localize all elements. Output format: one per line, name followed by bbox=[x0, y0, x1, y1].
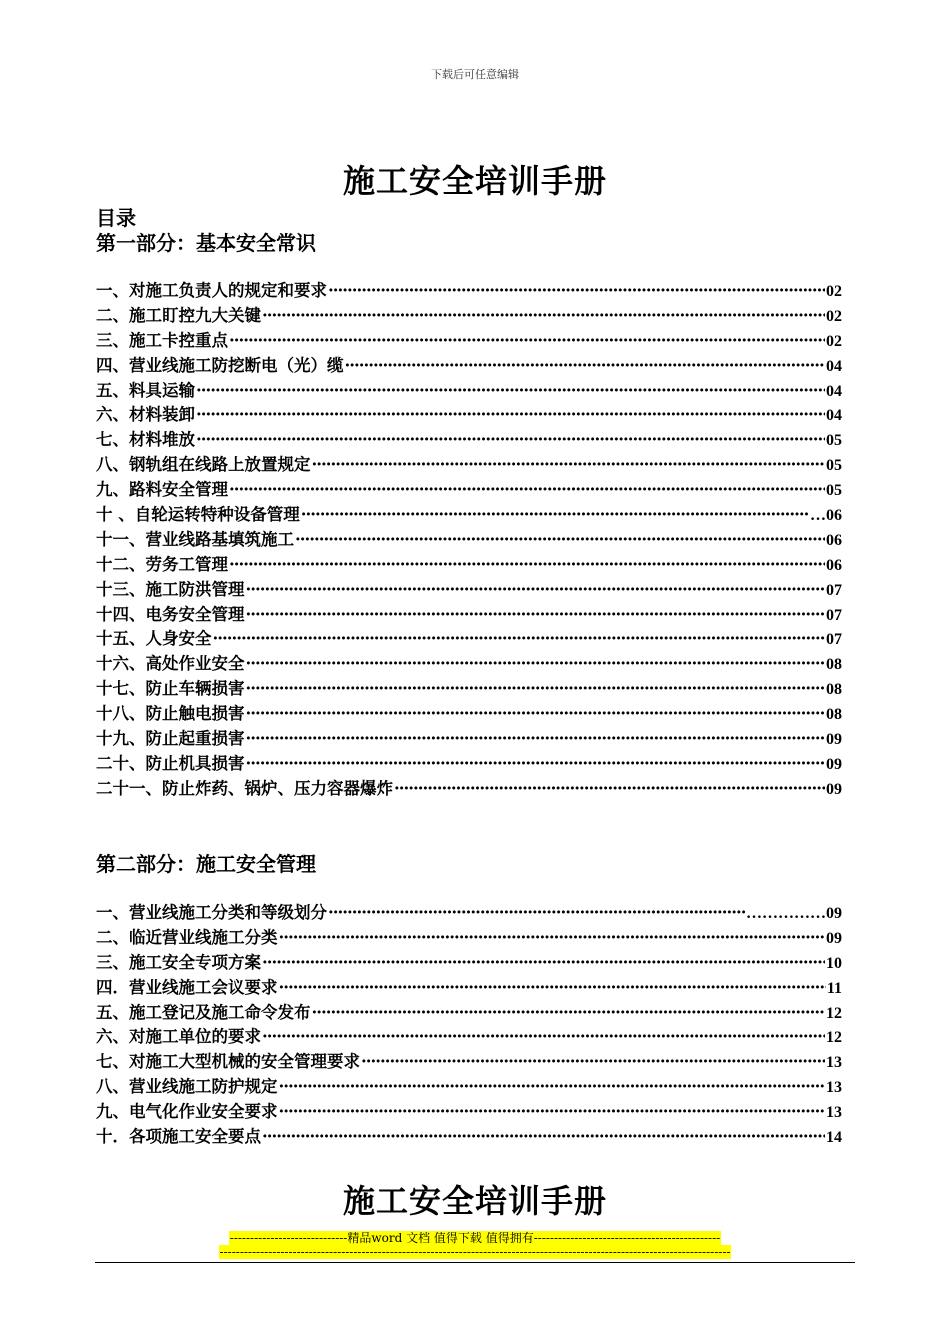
toc-leader-dots bbox=[229, 480, 825, 499]
part2-toc-list bbox=[96, 899, 842, 1148]
toc-leader-dots bbox=[279, 1077, 826, 1096]
toc-entry[interactable] bbox=[96, 1023, 842, 1048]
toc-leader-dots bbox=[295, 530, 825, 549]
toc-entry-title: 八、钢轨组在线路上放置规定 bbox=[96, 455, 311, 475]
toc-leader-dots bbox=[312, 455, 826, 474]
toc-leader-dots bbox=[196, 405, 825, 424]
toc-leader-dots bbox=[279, 978, 826, 997]
toc-entry-page-number: 07 bbox=[826, 606, 842, 624]
toc-entry-page-number: 04 bbox=[826, 407, 842, 425]
toc-entry-title: 六、对施工单位的要求 bbox=[96, 1027, 261, 1047]
toc-entry[interactable] bbox=[96, 601, 842, 626]
toc-leader-dots bbox=[246, 704, 826, 723]
toc-entry-title: 四、营业线施工防挖断电（光）缆 bbox=[96, 355, 344, 375]
toc-entry-page-number: 14 bbox=[826, 1129, 842, 1147]
toc-entry-page-number: 12 bbox=[826, 1004, 842, 1022]
toc-entry-title: 二十一、防止炸药、锅炉、压力容器爆炸 bbox=[96, 778, 393, 798]
toc-leader-dots bbox=[328, 903, 745, 922]
toc-entry-title: 二十、防止机具损害 bbox=[96, 753, 245, 773]
header-note: 下载后可任意编辑 bbox=[431, 68, 519, 81]
toc-entry-page-number: 09 bbox=[826, 755, 842, 773]
toc-leader-dots bbox=[246, 679, 826, 698]
toc-entry[interactable] bbox=[96, 1123, 842, 1148]
toc-entry-page-number: 02 bbox=[826, 307, 842, 325]
toc-entry-title: 一、营业线施工分类和等级划分 bbox=[96, 903, 327, 922]
toc-entry[interactable] bbox=[96, 377, 842, 402]
toc-leader-dots bbox=[279, 928, 826, 947]
toc-entry-page-number: 08 bbox=[826, 656, 842, 674]
toc-entry[interactable] bbox=[96, 501, 842, 526]
toc-leader-dots bbox=[262, 1127, 825, 1146]
toc-entry[interactable] bbox=[96, 725, 842, 750]
toc-entry[interactable] bbox=[96, 974, 842, 999]
part1-toc-list bbox=[96, 277, 842, 800]
toc-entry-page-number: 04 bbox=[826, 382, 842, 400]
toc-entry-title: 六、材料装卸 bbox=[96, 405, 195, 425]
toc-entry-title: 十七、防止车辆损害 bbox=[96, 679, 245, 699]
toc-entry[interactable] bbox=[96, 476, 842, 501]
toc-entry-title: 五、施工登记及施工命令发布 bbox=[96, 1002, 311, 1022]
toc-entry-page-number: 05 bbox=[826, 482, 842, 500]
toc-entry-page-number: 05 bbox=[826, 457, 842, 475]
toc-leader-dots bbox=[246, 754, 826, 773]
toc-entry-title: 十二、劳务工管理 bbox=[96, 554, 228, 574]
toc-entry[interactable] bbox=[96, 700, 842, 725]
toc-entry-title: 十 、自轮运转特种设备管理 bbox=[96, 505, 300, 525]
toc-entry-page-number: 02 bbox=[826, 332, 842, 350]
footer-rule bbox=[95, 1262, 855, 1263]
toc-entry[interactable] bbox=[96, 775, 842, 800]
toc-leader-dots bbox=[229, 331, 825, 350]
footer-banner-line1: -----------------------------精品word 文档 值得下载 值得拥有---------------------------------------------- bbox=[229, 1231, 721, 1245]
toc-entry-page-number: 13 bbox=[826, 1079, 842, 1097]
toc-entry-title: 十九、防止起重损害 bbox=[96, 729, 245, 749]
toc-leader-dots bbox=[312, 1003, 826, 1022]
toc-entry[interactable] bbox=[96, 551, 842, 576]
toc-entry[interactable] bbox=[96, 750, 842, 775]
toc-entry-title: 二、临近营业线施工分类 bbox=[96, 927, 278, 947]
toc-entry-page-number: 07 bbox=[826, 581, 842, 599]
toc-entry-page-number: ……………09 bbox=[746, 905, 842, 922]
toc-entry[interactable] bbox=[96, 1073, 842, 1098]
part1-heading: 第一部分：基本安全常识 bbox=[96, 231, 316, 255]
toc-entry[interactable] bbox=[96, 352, 842, 377]
toc-leader-dots bbox=[262, 306, 825, 325]
toc-entry-page-number: 06 bbox=[826, 556, 842, 574]
toc-entry-title: 十五、人身安全 bbox=[96, 629, 212, 649]
toc-entry[interactable] bbox=[96, 949, 842, 974]
toc-entry-page-number: 09 bbox=[826, 780, 842, 798]
toc-leader-dots bbox=[262, 953, 825, 972]
toc-leader-dots bbox=[361, 1052, 825, 1071]
toc-leader-dots bbox=[328, 281, 825, 300]
toc-entry[interactable] bbox=[96, 526, 842, 551]
toc-entry-page-number: 11 bbox=[826, 979, 842, 997]
toc-entry-title: 八、营业线施工防护规定 bbox=[96, 1077, 278, 1097]
toc-leader-dots bbox=[301, 505, 809, 524]
toc-entry-page-number: 10 bbox=[826, 954, 842, 972]
toc-leader-dots bbox=[246, 654, 826, 673]
toc-entry-title: 十四、电务安全管理 bbox=[96, 604, 245, 624]
document-title: 施工安全培训手册 bbox=[342, 162, 607, 200]
toc-entry-page-number: 09 bbox=[826, 731, 842, 749]
toc-entry[interactable] bbox=[96, 625, 842, 650]
toc-leader-dots bbox=[262, 1027, 825, 1046]
toc-entry-title: 三、施工安全专项方案 bbox=[96, 952, 261, 972]
toc-entry-page-number: 02 bbox=[826, 283, 842, 300]
toc-entry[interactable] bbox=[96, 675, 842, 700]
toc-entry[interactable] bbox=[96, 327, 842, 352]
toc-entry-page-number: 04 bbox=[826, 357, 842, 375]
toc-entry-page-number: 06 bbox=[826, 531, 842, 549]
toc-entry[interactable] bbox=[96, 302, 842, 327]
toc-leader-dots bbox=[345, 356, 826, 375]
toc-leader-dots bbox=[246, 729, 826, 748]
toc-leader-dots bbox=[196, 430, 825, 449]
toc-entry-title: 五、料具运输 bbox=[96, 380, 195, 400]
toc-leader-dots bbox=[229, 555, 825, 574]
toc-leader-dots bbox=[246, 605, 826, 624]
toc-entry-page-number: 05 bbox=[826, 432, 842, 450]
toc-entry[interactable] bbox=[96, 277, 842, 302]
toc-entry-page-number: 08 bbox=[826, 681, 842, 699]
toc-entry-title: 十八、防止触电损害 bbox=[96, 704, 245, 724]
document-title-repeat: 施工安全培训手册 bbox=[342, 1182, 607, 1220]
toc-leader-dots bbox=[279, 1102, 826, 1121]
part2-heading: 第二部分：施工安全管理 bbox=[96, 852, 316, 876]
toc-entry[interactable] bbox=[96, 650, 842, 675]
toc-entry-title: 九、路料安全管理 bbox=[96, 480, 228, 500]
toc-entry-page-number: 13 bbox=[826, 1054, 842, 1072]
toc-entry[interactable] bbox=[96, 576, 842, 601]
toc-entry[interactable] bbox=[96, 426, 842, 451]
toc-entry-title: 十．各项施工安全要点 bbox=[96, 1127, 261, 1147]
toc-entry[interactable] bbox=[96, 999, 842, 1024]
toc-entry-title: 十一、营业线路基填筑施工 bbox=[96, 529, 294, 549]
toc-entry[interactable] bbox=[96, 401, 842, 426]
toc-entry-page-number: 09 bbox=[826, 929, 842, 947]
toc-entry-page-number: 07 bbox=[826, 631, 842, 649]
toc-entry[interactable] bbox=[96, 451, 842, 476]
toc-entry[interactable] bbox=[96, 924, 842, 949]
toc-entry-page-number: …06 bbox=[810, 507, 842, 525]
toc-entry[interactable] bbox=[96, 1048, 842, 1073]
toc-label: 目录 bbox=[96, 206, 136, 230]
toc-entry-title: 四．营业线施工会议要求 bbox=[96, 977, 278, 997]
footer-banner-line2: ------------------------------------------------------------------------------------------------------------------------------ bbox=[219, 1245, 731, 1259]
toc-leader-dots bbox=[196, 381, 825, 400]
toc-leader-dots bbox=[213, 629, 826, 648]
toc-leader-dots bbox=[246, 580, 826, 599]
toc-entry-title: 三、施工卡控重点 bbox=[96, 330, 228, 350]
toc-entry-title: 一、对施工负责人的规定和要求 bbox=[96, 281, 327, 300]
toc-entry-title: 十三、施工防洪管理 bbox=[96, 579, 245, 599]
toc-entry-title: 二、施工盯控九大关键 bbox=[96, 305, 261, 325]
toc-entry-title: 九、电气化作业安全要求 bbox=[96, 1102, 278, 1122]
toc-entry-title: 十六、高处作业安全 bbox=[96, 654, 245, 674]
toc-entry-title: 七、材料堆放 bbox=[96, 430, 195, 450]
toc-entry-page-number: 12 bbox=[826, 1029, 842, 1047]
toc-leader-dots bbox=[394, 779, 825, 798]
toc-entry[interactable] bbox=[96, 899, 842, 924]
toc-entry[interactable] bbox=[96, 1098, 842, 1123]
toc-entry-page-number: 08 bbox=[826, 706, 842, 724]
toc-entry-page-number: 13 bbox=[826, 1104, 842, 1122]
toc-entry-title: 七、对施工大型机械的安全管理要求 bbox=[96, 1052, 360, 1072]
